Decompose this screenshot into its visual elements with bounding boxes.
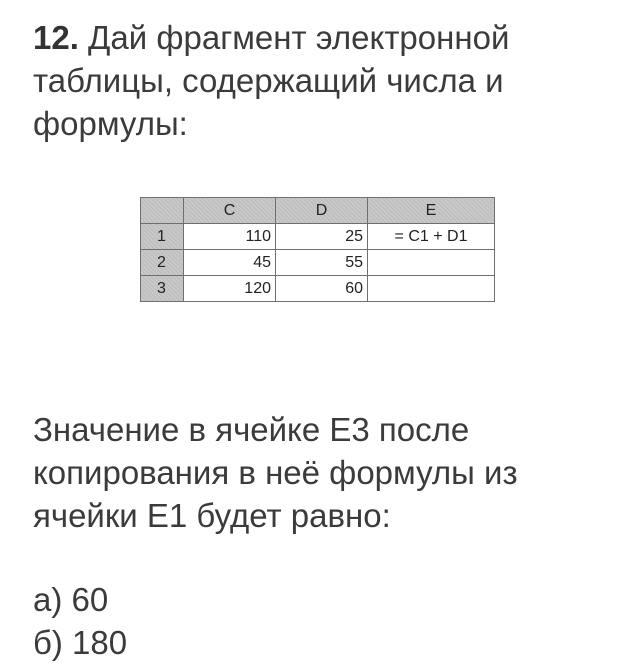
row-header-2: 2 bbox=[141, 250, 184, 276]
corner-cell bbox=[141, 198, 184, 224]
cell-c2: 45 bbox=[184, 250, 276, 276]
row-header-3: 3 bbox=[141, 276, 184, 302]
prompt-text bbox=[33, 408, 518, 537]
spreadsheet-fragment bbox=[140, 197, 495, 302]
cell-d1: 25 bbox=[276, 224, 368, 250]
column-header-c: C bbox=[184, 198, 276, 224]
answer-option-a[interactable]: а) 60 bbox=[33, 581, 109, 618]
cell-e1: = C1 + D1 bbox=[368, 224, 495, 250]
cell-d2: 55 bbox=[276, 250, 368, 276]
table-row bbox=[141, 250, 495, 276]
prompt-line-1: Значение в ячейке E3 после bbox=[33, 411, 470, 448]
question-number: 12. bbox=[33, 19, 79, 56]
answer-options bbox=[33, 578, 127, 664]
table-row bbox=[141, 224, 495, 250]
cell-c3: 120 bbox=[184, 276, 276, 302]
row-header-1: 1 bbox=[141, 224, 184, 250]
column-header-row bbox=[141, 198, 495, 224]
column-header-d: D bbox=[276, 198, 368, 224]
question-text bbox=[33, 16, 509, 145]
column-header-e: E bbox=[368, 198, 495, 224]
prompt-line-2: копирования в неё формулы из bbox=[33, 454, 518, 491]
cell-e2 bbox=[368, 250, 495, 276]
cell-c1: 110 bbox=[184, 224, 276, 250]
question-line-3: формулы: bbox=[33, 105, 188, 142]
cell-d3: 60 bbox=[276, 276, 368, 302]
question-line-2: таблицы, содержащий числа и bbox=[33, 62, 504, 99]
cell-e3 bbox=[368, 276, 495, 302]
question-line-1-text: Дай фрагмент электронной bbox=[78, 19, 510, 56]
answer-option-b[interactable]: б) 180 bbox=[33, 624, 128, 661]
question-line-1 bbox=[33, 16, 509, 59]
prompt-line-3: ячейки E1 будет равно: bbox=[33, 497, 391, 534]
table-row bbox=[141, 276, 495, 302]
